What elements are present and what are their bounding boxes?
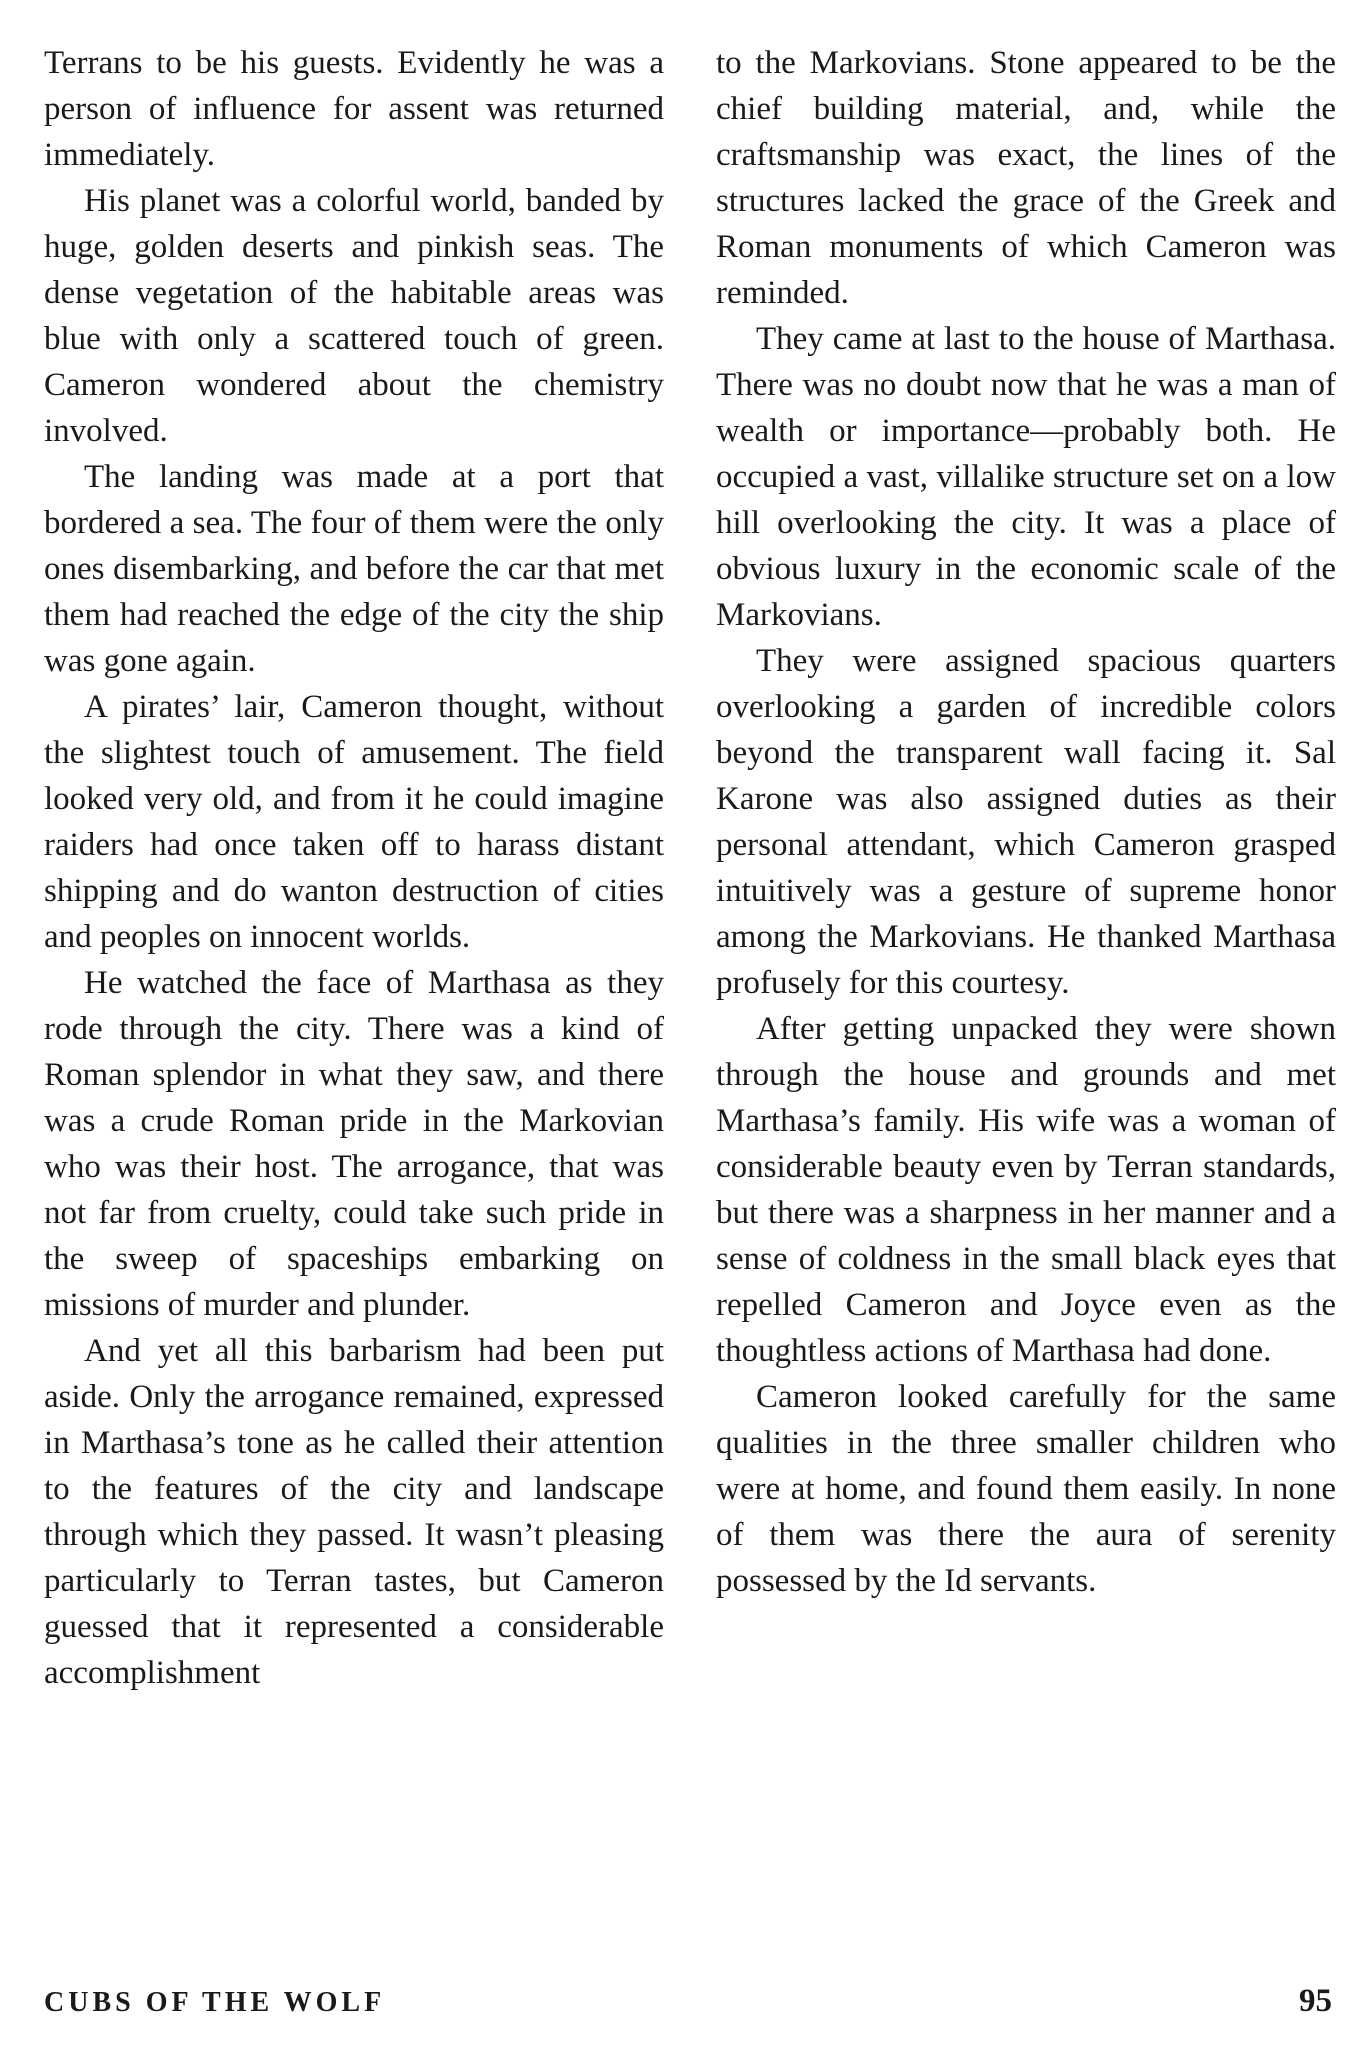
page-footer bbox=[44, 1983, 1332, 2027]
paragraph: Terrans to be his guests. Evidently he was a person of influence for assent was returned immediately. bbox=[44, 45, 664, 173]
running-title: CUBS OF THE WOLF bbox=[44, 1987, 386, 2018]
paragraph: They were assigned spacious quarters overlooking a garden of incredible colors beyond the transparent wall facing it. Sal Karone was also assigned duties as their personal attendant, which Cameron grasped intuitively was a gesture of supreme honor among the Markovians. He thanked Marthasa profusely for this courtesy. bbox=[716, 643, 1336, 1001]
page-number: 95 bbox=[1299, 1983, 1332, 2019]
paragraph: His planet was a colorful world, banded by huge, golden deserts and pinkish seas. The dense vegetation of the habitable areas was blue with only a scattered touch of green. Cameron wondered about the chemistry involved. bbox=[44, 183, 664, 449]
paragraph: He watched the face of Marthasa as they rode through the city. There was a kind of Roman splendor in what they saw, and there was a crude Roman pride in the Markovian who was their host. The arrogance, that was not far from cruelty, could take such pride in the sweep of spaceships embarking on missions of murder and plunder. bbox=[44, 965, 664, 1323]
paragraph: After getting unpacked they were shown through the house and grounds and met Marthasa’s family. His wife was a woman of considerable beauty even by Terran standards, but there was a sharpness in her manner and a sense of coldness in the small black eyes that repelled Cameron and Joyce even as the thoughtless actions of Marthasa had done. bbox=[716, 1011, 1336, 1369]
paragraph: And yet all this barbarism had been put aside. Only the arrogance remained, expressed in Marthasa’s tone as he called their attention to the features of the city and landscape through which they passed. It wasn’t pleasing particularly to Terran tastes, but Cameron guessed that it represented a considerable accomplishment bbox=[44, 1333, 664, 1691]
paragraph: They came at last to the house of Marthasa. There was no doubt now that he was a man of wealth or importance—probably both. He occupied a vast, villalike structure set on a low hill overlooking the city. It was a place of obvious luxury in the economic scale of the Markovians. bbox=[716, 321, 1336, 633]
paragraph: to the Markovians. Stone appeared to be the chief building material, and, while the craftsmanship was exact, the lines of the structures lacked the grace of the Greek and Roman monuments of which Cameron was reminded. bbox=[716, 45, 1336, 311]
paragraph: The landing was made at a port that bordered a sea. The four of them were the only ones disembarking, and before the car that met them had reached the edge of the city the ship was gone again. bbox=[44, 459, 664, 679]
paragraph: A pirates’ lair, Cameron thought, without the slightest touch of amusement. The field looked very old, and from it he could imagine raiders had once taken off to harass distant shipping and do wanton destruction of cities and peoples on innocent worlds. bbox=[44, 689, 664, 955]
paragraph: Cameron looked carefully for the same qualities in the three smaller children who were at home, and found them easily. In none of them was there the aura of serenity possessed by the Id servants. bbox=[716, 1379, 1336, 1599]
right-column bbox=[716, 40, 1336, 1604]
left-column bbox=[44, 40, 664, 1696]
